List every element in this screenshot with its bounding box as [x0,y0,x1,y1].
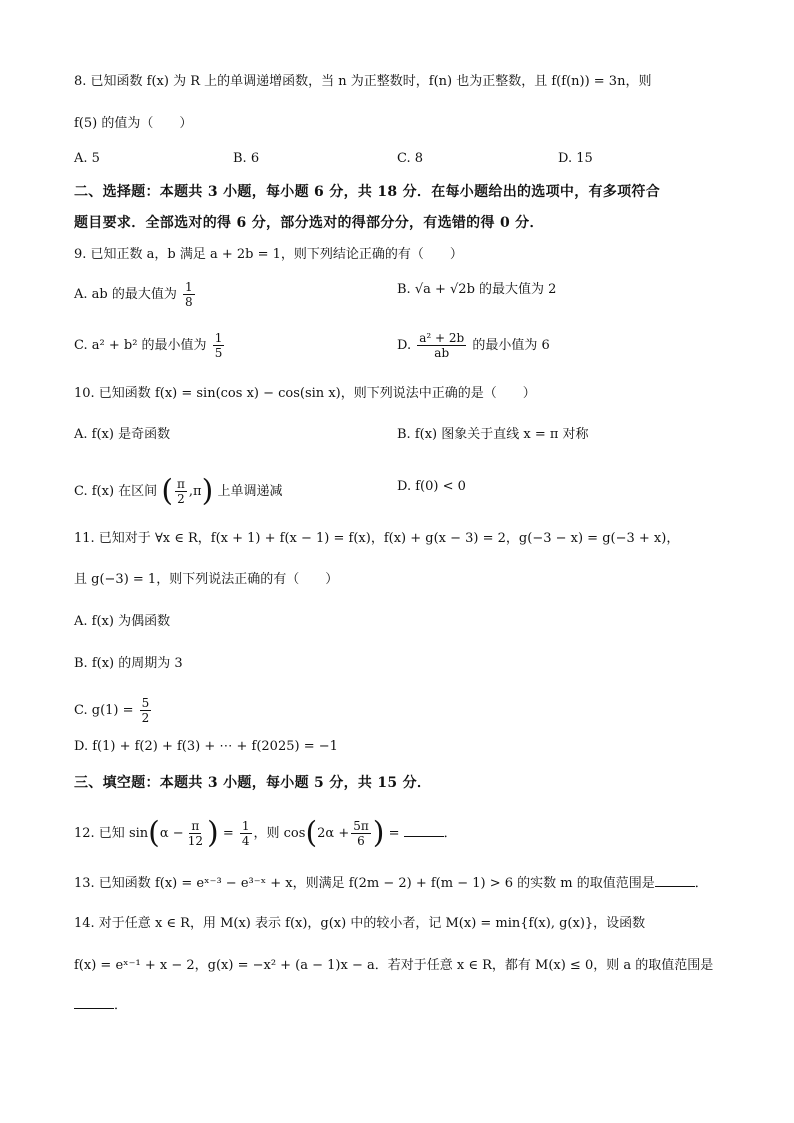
q8-option-d: D. 15 [558,151,593,166]
q10-option-d: D. f(0) < 0 [397,479,466,494]
q12-text-start: 12. 已知 sin [74,826,149,841]
q9-option-a-text: A. ab 的最大值为 [74,287,177,302]
q12-f1-den: 12 [187,834,203,848]
q12-text-mid: ，则 cos [253,826,306,841]
q14-stem-line1: 14. 对于任意 x ∈ R，用 M(x) 表示 f(x)，g(x) 中的较小者，记 M(x) = min{f(x), g(x)}，设函数 [74,916,646,931]
q9-option-c-den: 5 [214,346,223,360]
q11-option-c-den: 2 [141,711,150,725]
section2-heading-line2: 题目要求．全部选对的得 6 分，部分选对的得部分分，有选错的得 0 分． [74,215,544,231]
q13-answer-blank[interactable] [655,872,695,887]
q12-equals-1: = [222,826,234,841]
q12-fraction-1 [186,819,205,848]
q12-f3-den: 6 [357,834,365,848]
q12-f1-num: π [191,819,200,833]
q11-option-b: B. f(x) 的周期为 3 [74,656,183,671]
q12-stem: 12. 已知 sin(α − $\frac{\pi}{12}$ ) = $\frac{1}{4}$ ，则 cos(2α + $\frac{5\pi}{6}$ ) = ． [74,815,457,851]
q13-stem: 13. 已知函数 f(x) = eˣ⁻³ − e³⁻ˣ + x，则满足 f(2m − 2) + f(m − 1) > 6 的实数 m 的取值范围是 ． [74,872,708,894]
q9-option-a-fraction [183,280,195,309]
q12-fraction-2 [240,819,252,848]
q14-stem-line2: f(x) = eˣ⁻¹ + x − 2，g(x) = −x² + (a − 1)x − a．若对于任意 x ∈ R，都有 M(x) ≤ 0，则 a 的取值范围是 [74,958,714,973]
q12-paren-close-1: ) [206,815,219,851]
q14-answer-blank[interactable] [74,994,114,1009]
q8-stem-line1: 8. 已知函数 f(x) 为 R 上的单调递增函数，当 n 为正整数时，f(n) 也为正整数，且 f(f(n)) = 3n，则 [74,74,652,89]
q14-answer-line: ． [74,994,127,1016]
section3-heading: 三、填空题：本题共 3 小题，每小题 5 分，共 15 分． [74,775,432,791]
q8-option-c: C. 8 [397,151,424,166]
q9-option-c-fraction [213,331,225,360]
q11-option-c-num: 5 [141,696,150,710]
q9-stem: 9. 已知正数 a，b 满足 a + 2b = 1，则下列结论正确的有（ ） [74,247,463,262]
q9-option-c-text: C. a² + b² 的最小值为 [74,338,207,353]
q12-fraction-3 [351,819,371,848]
q12-f3-num: 5π [353,819,369,833]
q9-option-d-num: a² + 2b [419,331,465,345]
q9-option-c-num: 1 [214,331,223,345]
q10-option-c-tail: 上单调递减 [217,484,283,499]
q12-equals-2: = [388,826,400,841]
q10-option-c-fraction [175,477,187,506]
q10-close-paren: ) [201,473,214,509]
q8-stem-line2: f(5) 的值为（ ） [74,116,193,131]
q8-option-b: B. 6 [233,151,260,166]
q10-option-c-interval-end: ,π [188,484,202,499]
q12-paren-open-2: ( [305,815,318,851]
q12-paren-close-2: ) [372,815,385,851]
q11-option-a: A. f(x) 为偶函数 [74,614,171,629]
q9-option-a-den: 8 [185,295,193,309]
q9-option-a-num: 1 [185,280,193,294]
q12-f2-num: 1 [241,819,250,833]
q10-option-b: B. f(x) 图象关于直线 x = π 对称 [397,427,589,442]
q9-option-d [397,331,550,360]
q9-option-d-den: ab [434,346,450,360]
q13-text: 13. 已知函数 f(x) = eˣ⁻³ − e³⁻ˣ + x，则满足 f(2m − 2) + f(m − 1) > 6 的实数 m 的取值范围是 [74,876,655,891]
q9-option-d-text: 的最小值为 6 [472,338,550,353]
q12-alpha-minus: α − [159,826,184,841]
q11-option-d: D. f(1) + f(2) + f(3) + ⋯ + f(2025) = −1 [74,739,338,754]
q10-option-c-text: C. f(x) 在区间 [74,484,158,499]
q11-stem-line2: 且 g(−3) = 1，则下列说法正确的有（ ） [74,572,339,587]
q10-open-paren: ( [161,473,174,509]
q12-f2-den: 4 [241,834,250,848]
q10-option-c-den: 2 [177,492,185,506]
q8-option-a: A. 5 [74,151,100,166]
q9-option-d-fraction [417,331,466,360]
q9-option-c [74,331,226,360]
q10-option-c-num: π [177,477,185,491]
q11-option-c-fraction [140,696,152,725]
q11-stem-line1: 11. 已知对于 ∀x ∈ R，f(x + 1) + f(x − 1) = f(x)，f(x) + g(x − 3) = 2，g(−3 − x) = g(−3 + x)， [74,531,680,546]
q11-option-c-text: C. g(1) = [74,703,134,718]
q9-option-d-label: D. [397,338,412,353]
q12-paren-open-1: ( [148,815,160,851]
q10-stem: 10. 已知函数 f(x) = sin(cos x) − cos(sin x)，则下列说法中正确的是（ ） [74,386,536,401]
q11-option-c [74,696,153,725]
q10-option-c [74,473,283,509]
q9-option-a [74,280,197,309]
q10-option-a: A. f(x) 是奇函数 [74,427,171,442]
q12-answer-blank[interactable] [404,822,444,837]
section2-heading-line1: 二、选择题：本题共 3 小题，每小题 6 分，共 18 分．在每小题给出的选项中，有多项符合 [74,184,661,200]
q9-option-b: B. √a + √2b 的最大值为 2 [397,282,557,297]
q12-two-alpha-plus: 2α + [317,826,350,841]
